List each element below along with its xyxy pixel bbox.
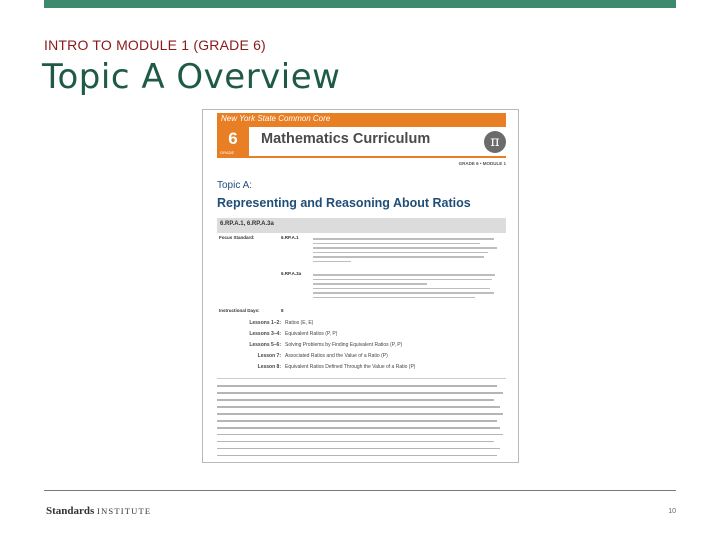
lesson-row	[217, 353, 506, 361]
top-accent-bar	[44, 0, 676, 8]
lesson-row	[217, 364, 506, 372]
logo-bold: Standards	[46, 505, 95, 517]
logo-institute: INSTITUTE	[97, 506, 152, 516]
focus-text-2	[313, 271, 503, 301]
standards-table	[217, 233, 506, 379]
doc-banner	[217, 113, 506, 127]
lesson-row	[217, 331, 506, 339]
doc-divider	[217, 156, 506, 158]
lesson-desc: Ratios (E, E)	[285, 320, 314, 326]
topic-label: Topic A:	[217, 180, 253, 191]
pi-icon: π	[484, 131, 506, 153]
page-number: 10	[668, 508, 676, 515]
grade-module-label: GRADE 6 • MODULE 1	[458, 161, 506, 166]
slide-subtitle: INTRO TO MODULE 1 (GRADE 6)	[44, 37, 266, 53]
lesson-desc: Equivalent Ratios (P, P)	[285, 331, 338, 337]
focus-code-1: 6.RP.A.1	[281, 235, 299, 240]
slide-title: Topic A Overview	[42, 57, 341, 97]
lesson-row	[217, 320, 506, 328]
grade-word: GRADE	[220, 150, 235, 155]
lesson-row	[217, 342, 506, 350]
focus-text-1	[313, 235, 503, 265]
lesson-desc: Solving Problems by Finding Equivalent Ratios (P, P)	[285, 342, 403, 348]
topic-heading: Representing and Reasoning About Ratios	[217, 196, 471, 210]
instructional-days: 8	[281, 308, 284, 313]
topic-description-paragraph	[217, 385, 506, 463]
lesson-label: Lesson 7:	[257, 353, 281, 359]
lesson-label: Lesson 8:	[257, 364, 281, 370]
focus-code-2: 6.RP.A.3a	[281, 271, 302, 276]
standards-institute-logo	[46, 505, 151, 517]
standards-text: 6.RP.A.1, 6.RP.A.3a	[220, 221, 274, 227]
lesson-label: Lessons 5–6:	[249, 342, 281, 348]
curriculum-title: Mathematics Curriculum	[261, 131, 431, 147]
grade-number: 6	[228, 129, 238, 148]
lesson-desc: Equivalent Ratios Defined Through the Value of a Ratio (P)	[285, 364, 416, 370]
footer-divider	[44, 490, 676, 491]
standards-band	[217, 218, 506, 233]
grade-box	[217, 127, 249, 156]
focus-label: Focus Standard:	[219, 235, 255, 240]
lesson-desc: Associated Ratios and the Value of a Ratio (P)	[285, 353, 388, 359]
instructional-label: Instructional Days:	[219, 308, 260, 313]
document-thumbnail	[202, 109, 519, 463]
lesson-label: Lessons 1–2:	[249, 320, 281, 326]
doc-banner-text: New York State Common Core	[221, 114, 331, 123]
lesson-label: Lessons 3–4:	[249, 331, 281, 337]
